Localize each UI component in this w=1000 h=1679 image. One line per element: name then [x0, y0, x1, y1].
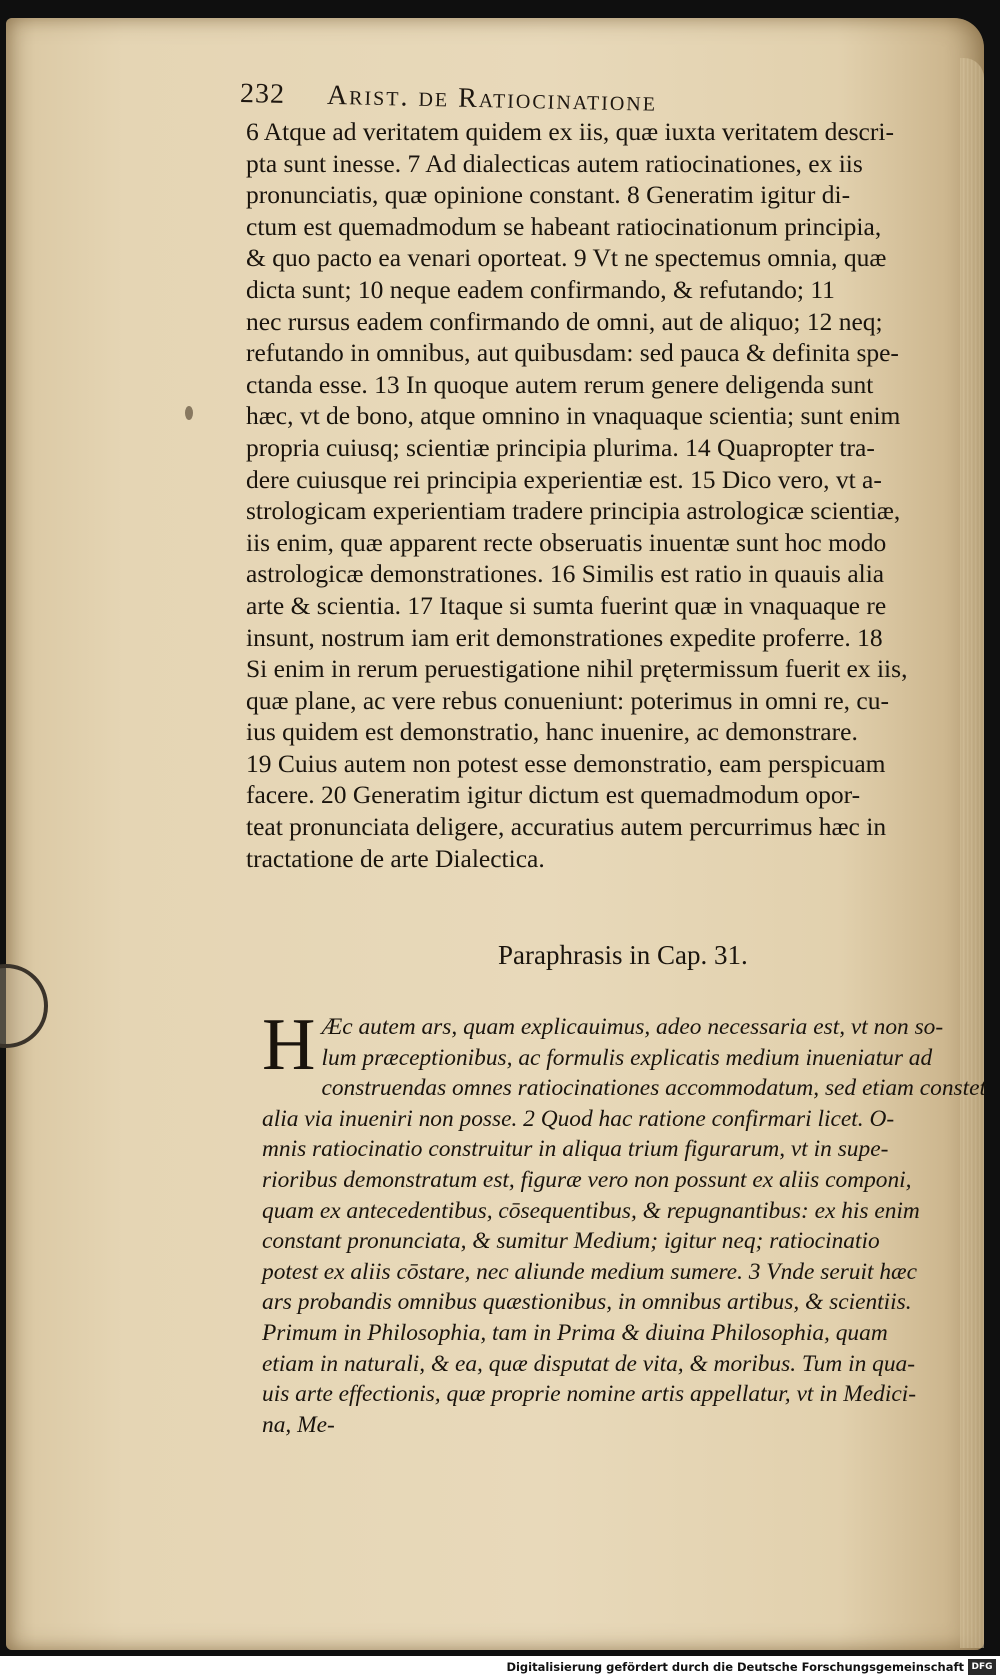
text-line: Si enim in rerum peruestigatione nihil prętermissum fuerit ex iis, — [246, 654, 908, 684]
text-line: & quo pacto ea venari oporteat. 9 Vt ne spectemus omnia, quæ — [246, 243, 887, 273]
paraphrasis-line: alia via inueniri non posse. 2 Quod hac ratione confirmari licet. O- — [262, 1105, 895, 1132]
paraphrasis-line: etiam in naturali, & ea, quæ disputat de vita, & moribus. Tum in qua- — [262, 1350, 915, 1377]
text-line: ctum est quemadmodum se habeant ratiocinationum principia, — [246, 211, 882, 241]
text-line: pta sunt inesse. 7 Ad dialecticas autem ratiocinationes, ex iis — [246, 148, 863, 178]
dfg-logo: DFG — [968, 1659, 996, 1675]
paraphrasis-line: Æc autem ars, quam explicauimus, adeo necessaria est, vt non so- — [321, 1014, 944, 1040]
text-line: tractatione de arte Dialectica. — [246, 843, 545, 873]
text-line: facere. 20 Generatim igitur dictum est quemadmodum opor- — [246, 780, 861, 810]
text-line: dicta sunt; 10 neque eadem confirmando, & refutando; 11 — [246, 274, 835, 304]
text-line: 6 Atque ad veritatem quidem ex iis, quæ iuxta veritatem descri- — [246, 117, 894, 146]
paraphrasis-line: rioribus demonstratum est, figuræ vero non possunt ex aliis componi, — [262, 1166, 912, 1193]
paraphrasis-line: na, Me- — [262, 1411, 335, 1438]
text-line: 19 Cuius autem non potest esse demonstratio, eam perspicuam — [246, 748, 886, 778]
text-line: nec rursus eadem confirmando de omni, aut de aliquo; 12 neq; — [246, 306, 883, 336]
text-line: teat pronunciata deligere, accuratius autem percurrimus hæc in — [246, 812, 887, 842]
text-line: astrologicæ demonstrationes. 16 Similis est ratio in quauis alia — [246, 559, 885, 589]
page-number: 232 — [239, 78, 286, 110]
text-line: ctanda esse. 13 In quoque autem rerum genere deligenda sunt — [246, 369, 874, 399]
text-line: quæ plane, ac vere rebus conueniunt: poterimus in omni re, cu- — [246, 685, 889, 715]
drop-cap: H — [262, 1004, 316, 1086]
ink-spot — [185, 406, 193, 420]
main-text-block — [246, 116, 946, 874]
text-line: hæc, vt de bono, atque omnino in vnaquaque scientia; sunt enim — [246, 401, 901, 431]
footer-bar — [0, 1656, 1000, 1679]
text-line: propria cuiusq; scientiæ principia plurima. 14 Quapropter tra- — [246, 432, 875, 462]
paraphrasis-line: construendas omnes ratiocinationes accommodatum, sed etiam constet — [321, 1075, 987, 1102]
paraphrasis-line: ars probandis omnibus quæstionibus, in omnibus artibus, & scientiis. — [262, 1289, 912, 1316]
section-heading: Paraphrasis in Cap. 31. — [498, 940, 748, 970]
paraphrasis-line: Primum in Philosophia, tam in Prima & diuina Philosophia, quam — [262, 1319, 888, 1346]
paraphrasis-line: lum præceptionibus, ac formulis explicatis medium inueniatur ad — [321, 1044, 933, 1071]
text-line: dere cuiusque rei principia experientiæ est. 15 Dico vero, vt a- — [246, 464, 882, 494]
text-line: ius quidem est demonstratio, hanc inuenire, ac demonstrare. — [246, 717, 858, 747]
text-line: strologicam experientiam tradere principia astrologicæ scientiæ, — [246, 496, 901, 526]
text-line: insunt, nostrum iam erit demonstrationes expedite proferre. 18 — [246, 622, 883, 652]
text-line: iis enim, quæ apparent recte obseruatis inuentæ sunt hoc modo — [246, 527, 887, 557]
page-edge-shadow — [960, 58, 984, 1648]
text-line: arte & scientia. 17 Itaque si sumta fuerint quæ in vnaquaque re — [246, 590, 887, 620]
paraphrasis-line: potest ex aliis cōstare, nec aliunde medium sumere. 3 Vnde seruit hæc — [262, 1258, 918, 1285]
running-title: Arist. de Ratiocinatione — [326, 79, 658, 118]
text-line: refutando in omnibus, aut quibusdam: sed pauca & definita spe- — [246, 338, 899, 368]
text-line: pronunciatis, quæ opinione constant. 8 Generatim igitur di- — [246, 180, 851, 210]
paraphrasis-line: quam ex antecedentibus, cōsequentibus, & repugnantibus: ex his enim — [262, 1197, 920, 1224]
funding-credit: Digitalisierung gefördert durch die Deutsche Forschungsgemeinschaft — [506, 1660, 964, 1674]
paraphrasis-line: uis arte effectionis, quæ proprie nomine artis appellatur, vt in Medici- — [262, 1381, 916, 1408]
paraphrasis-line: mnis ratiocinatio construitur in aliqua trium figurarum, vt in supe- — [262, 1136, 889, 1163]
paraphrasis-block — [262, 1004, 987, 1440]
paraphrasis-line: constant pronunciata, & sumitur Medium; igitur neq; ratiocinatio — [262, 1228, 880, 1255]
